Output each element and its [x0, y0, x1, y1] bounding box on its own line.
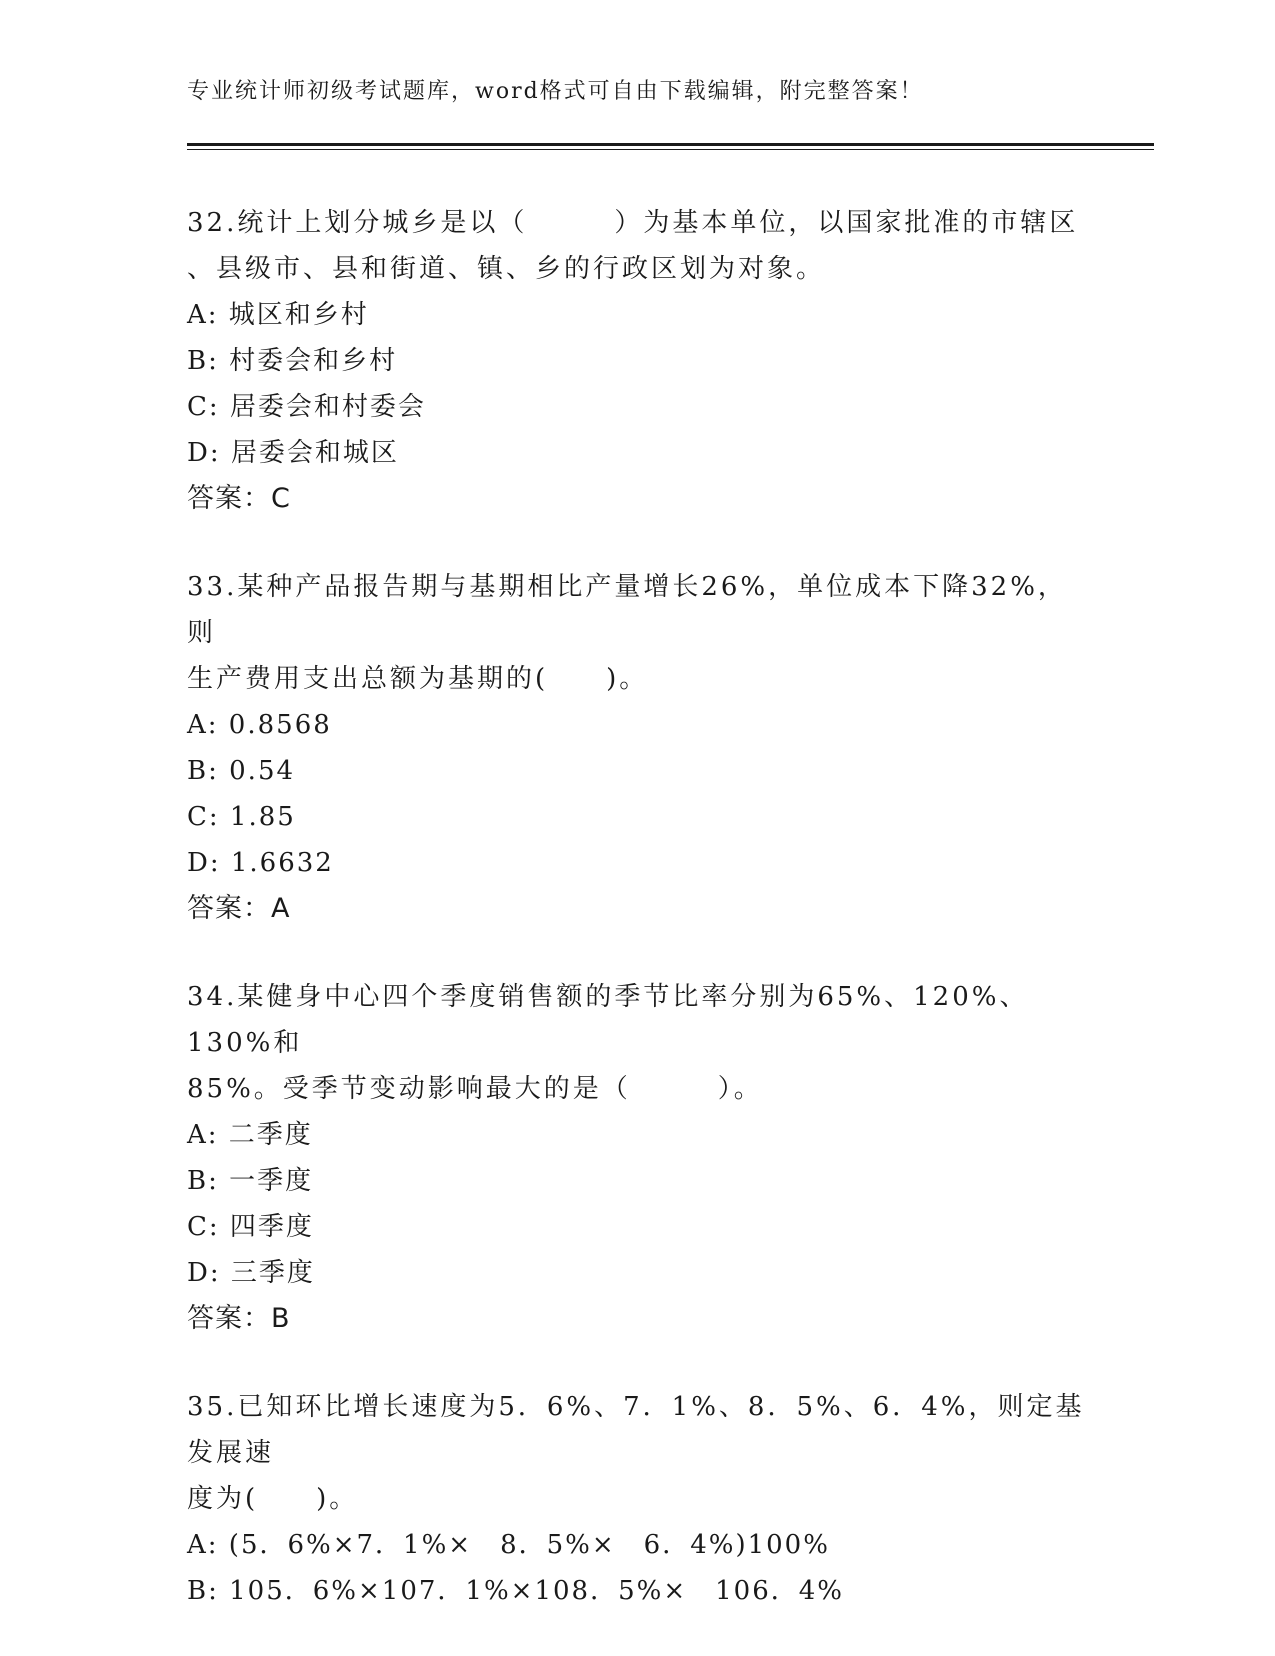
option-d: D: 1.6632 — [187, 848, 334, 878]
option-c: C: 1.85 — [187, 802, 296, 832]
question-stem-line: 、县级市、县和街道、镇、乡的行政区划为对象。 — [187, 254, 826, 284]
header-rule — [187, 143, 1154, 146]
option-c: C: 四季度 — [187, 1212, 314, 1242]
option-b: B: 105．6%×107．1%×108．5%× 106．4% — [187, 1576, 844, 1606]
option-a: A: 城区和乡村 — [187, 300, 369, 330]
question-list — [187, 200, 1087, 1656]
question-stem-line: 85%。受季节变动影响最大的是（ ）。 — [187, 1074, 763, 1104]
question-32 — [187, 200, 1087, 522]
option-a: A: 0.8568 — [187, 710, 332, 740]
question-stem-line: 34.某健身中心四个季度销售额的季节比率分别为65%、120%、130%和 — [187, 982, 1029, 1058]
option-a: A: (5．6%×7．1%× 8．5%× 6．4%)100% — [187, 1530, 830, 1560]
answer: 答案：B — [187, 1303, 291, 1334]
option-d: D: 三季度 — [187, 1258, 315, 1288]
question-stem-line: 生产费用支出总额为基期的( )。 — [187, 664, 649, 694]
option-b: B: 0.54 — [187, 756, 296, 786]
option-b: B: 一季度 — [187, 1166, 314, 1196]
question-34 — [187, 974, 1087, 1342]
question-33 — [187, 564, 1087, 932]
option-c: C: 居委会和村委会 — [187, 392, 426, 422]
option-b: B: 村委会和乡村 — [187, 346, 398, 376]
question-stem-line: 35.已知环比增长速度为5．6%、7．1%、8．5%、6．4%，则定基发展速 — [187, 1392, 1085, 1468]
question-stem-line: 度为( )。 — [187, 1484, 359, 1514]
option-d: D: 居委会和城区 — [187, 438, 399, 468]
document-header: 专业统计师初级考试题库，word格式可自由下载编辑，附完整答案！ — [187, 79, 924, 104]
question-stem-line: 32.统计上划分城乡是以（ ）为基本单位，以国家批准的市辖区 — [187, 208, 1079, 238]
option-a: A: 二季度 — [187, 1120, 313, 1150]
question-stem-line: 33.某种产品报告期与基期相比产量增长26%，单位成本下降32%，则 — [187, 572, 1067, 648]
answer: 答案：A — [187, 893, 291, 924]
question-35 — [187, 1384, 1087, 1614]
answer: 答案：C — [187, 483, 291, 514]
header-rule-thin — [187, 149, 1154, 150]
